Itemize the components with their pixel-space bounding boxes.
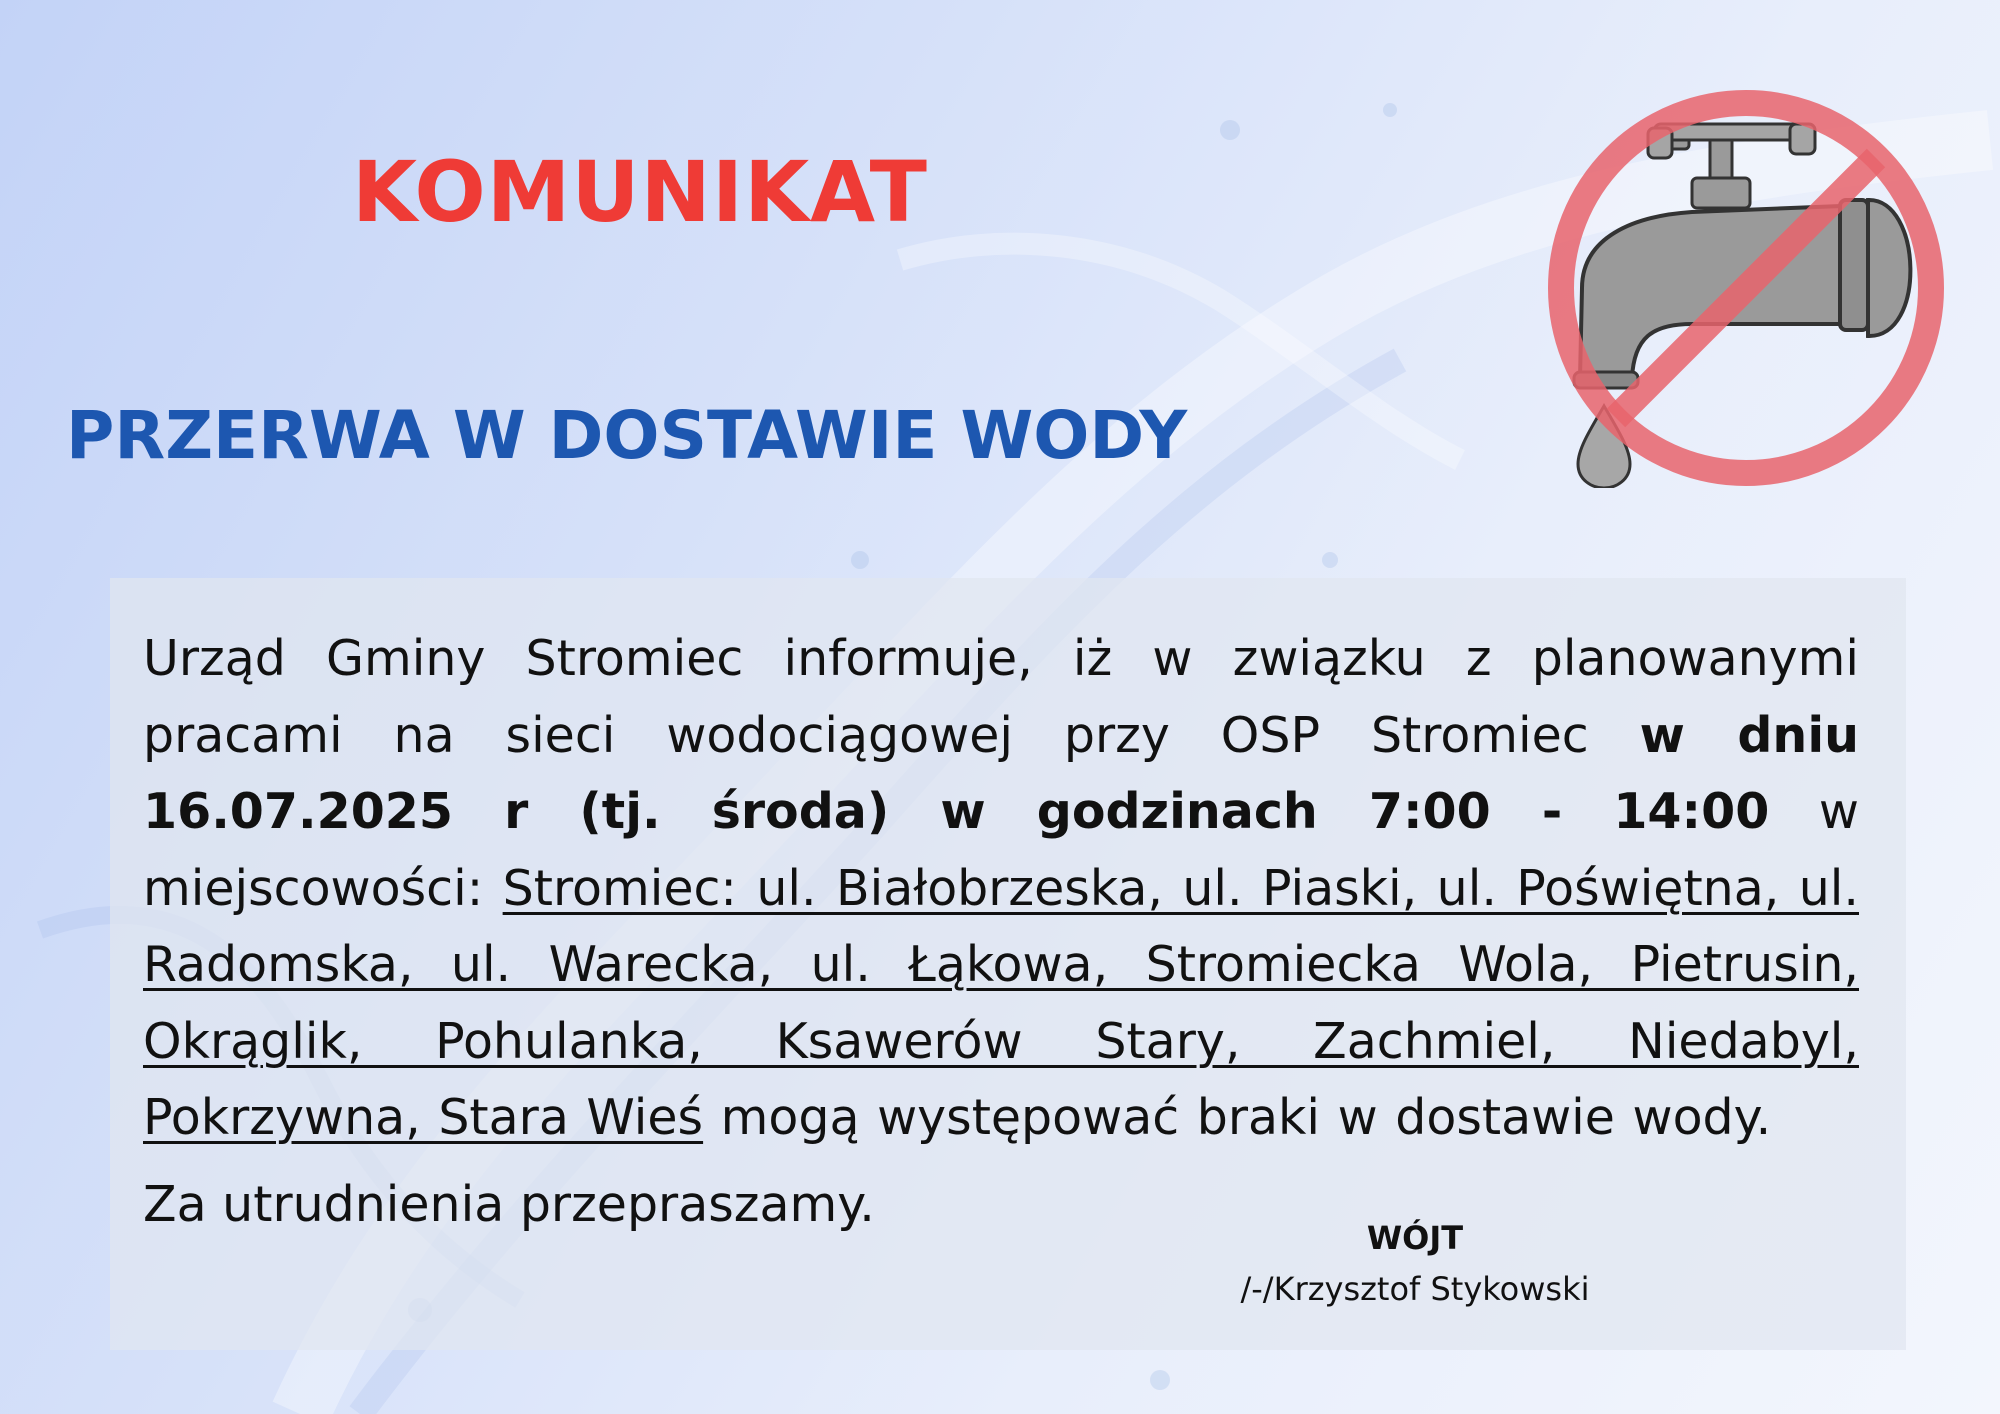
message-localities: Stromiec: ul. Białobrzeska, ul. Piaski, ul. Poświętna, ul. Radomska, ul. Warecka, ul. Łąkowa, Stromiecka Wola, Pietrusin, Okrąglik, Pohulanka, Ksawerów Stary, Zachmiel, Niedabyl, Pokrzywna, Stara Wieś: [143, 859, 1859, 1146]
no-water-tap-icon: [1542, 88, 1950, 488]
message-locality-lead: w miejscowości:: [143, 783, 1860, 917]
announcement-subtitle: PRZERWA W DOSTAWIE WODY: [66, 397, 1188, 474]
message-body: [143, 621, 1859, 1157]
signature-title: WÓJT: [1366, 1219, 1464, 1257]
message-schedule: w dniu 16.07.2025 r (tj. środa) w godzinach 7:00 - 14:00: [143, 706, 1859, 840]
apology-text: Za utrudnienia przepraszamy.: [143, 1176, 875, 1233]
announcement-title: KOMUNIKAT: [352, 143, 928, 241]
signature-name: /-/Krzysztof Stykowski: [1240, 1270, 1590, 1308]
message-intro: Urząd Gminy Stromiec informuje, iż w związku z planowanymi pracami na sieci wodociągowej przy OSP Stromiec: [143, 630, 1859, 764]
message-outro: mogą występować braki w dostawie wody.: [703, 1089, 1772, 1146]
